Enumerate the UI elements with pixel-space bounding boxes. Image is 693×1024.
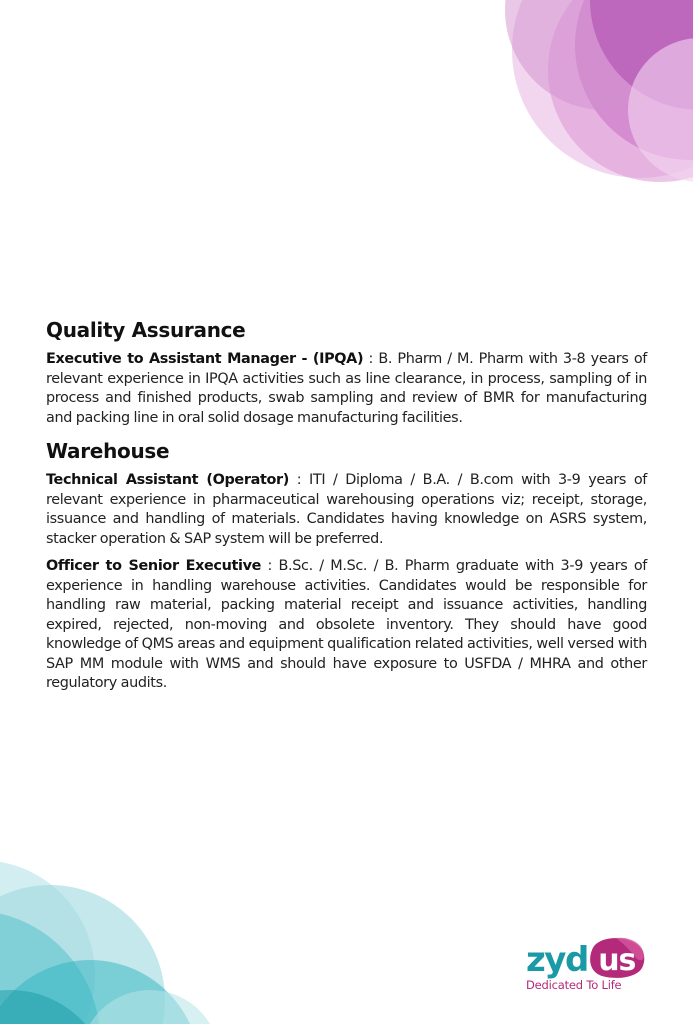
logo-tagline: Dedicated To Life bbox=[526, 978, 622, 992]
section-title-quality-assurance: Quality Assurance bbox=[46, 318, 246, 342]
top-right-purple-circles bbox=[505, 0, 693, 182]
role-details: : B.Sc. / M.Sc. / B. Pharm graduate with 3-9 years of experience in handling warehouse activities. Candidates would be responsible for handling raw material, packing material receipt and issuance activities, handling expired, rejected, non-moving and obsolete inventory. They should have good knowledge of QMS areas and equipment qualification related activities, well versed with SAP MM module with WMS and should have exposure to USFDA / MHRA and other regulatory audits. bbox=[46, 558, 647, 691]
bottom-left-teal-circles bbox=[0, 860, 220, 1024]
job-entry-officer bbox=[46, 557, 647, 694]
section-title-warehouse: Warehouse bbox=[46, 439, 170, 463]
zydus-logo bbox=[522, 928, 652, 998]
role-details: : B. Pharm / M. Pharm with 3-8 years of relevant experience in IPQA activities such as line clearance, in process, sampling of in process and finished products, swab sampling and review of BMR for manufacturing and packing line in oral solid dosage manufacturing facilities. bbox=[46, 351, 647, 426]
role-title: Technical Assistant (Operator) bbox=[46, 472, 289, 488]
logo-blob bbox=[586, 936, 648, 980]
job-entry-technical-assistant bbox=[46, 471, 647, 549]
logo-text-prefix: zyd bbox=[526, 940, 588, 980]
role-title: Officer to Senior Executive bbox=[46, 558, 262, 574]
role-title: Executive to Assistant Manager - (IPQA) bbox=[46, 351, 364, 367]
logo-wordmark bbox=[526, 928, 648, 980]
job-listing-content bbox=[46, 318, 647, 702]
job-entry-ipqa bbox=[46, 350, 647, 428]
logo-text-suffix: us bbox=[598, 942, 636, 978]
role-details: : ITI / Diploma / B.A. / B.com with 3-9 years of relevant experience in pharmaceutical warehousing operations viz; receipt, storage, issuance and handling of materials. Candidates having knowledge on ASRS system, stacker operation & SAP system will be preferred. bbox=[46, 472, 647, 547]
